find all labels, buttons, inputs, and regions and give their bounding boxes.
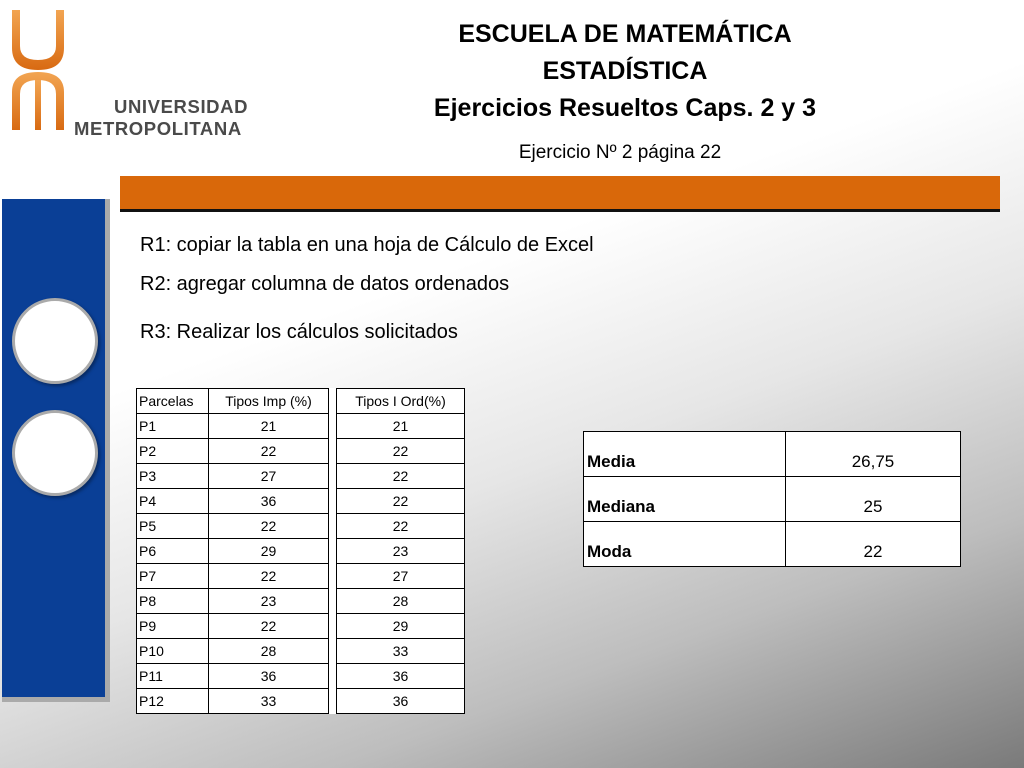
- table-row: [137, 414, 465, 439]
- tipos-ord-cell: 28: [337, 589, 465, 614]
- logo-line-1: UNIVERSIDAD: [114, 96, 249, 117]
- tipos-ord-cell: 22: [337, 514, 465, 539]
- data-table: [136, 388, 465, 714]
- stat-value: 25: [786, 477, 961, 522]
- stat-label: Mediana: [584, 477, 786, 522]
- tipos-imp-cell: 28: [209, 639, 329, 664]
- instruction-r3: R3: Realizar los cálculos solicitados: [140, 321, 458, 343]
- table-row: [137, 539, 465, 564]
- band-divider: [120, 209, 1000, 212]
- parcela-cell: P12: [137, 689, 209, 714]
- tipos-imp-cell: 21: [209, 414, 329, 439]
- parcela-cell: P9: [137, 614, 209, 639]
- parcela-cell: P5: [137, 514, 209, 539]
- table-header-row: [137, 389, 465, 414]
- parcela-cell: P3: [137, 464, 209, 489]
- table-row: [137, 639, 465, 664]
- table-row: [137, 489, 465, 514]
- tipos-imp-cell: 33: [209, 689, 329, 714]
- parcela-cell: P6: [137, 539, 209, 564]
- tipos-imp-cell: 22: [209, 439, 329, 464]
- university-logo: [6, 8, 249, 139]
- logo-line-2: METROPOLITANA: [74, 117, 242, 139]
- tipos-ord-cell: 29: [337, 614, 465, 639]
- title-line-3: Ejercicios Resueltos Caps. 2 y 3: [433, 94, 817, 122]
- parcela-cell: P8: [137, 589, 209, 614]
- circle-decoration: [12, 298, 98, 384]
- logo-text: [74, 98, 248, 138]
- tipos-imp-cell: 23: [209, 589, 329, 614]
- exercise-subtitle: Ejercicio Nº 2 página 22: [518, 142, 722, 163]
- tipos-ord-cell: 33: [337, 639, 465, 664]
- table-row: [137, 664, 465, 689]
- parcela-cell: P11: [137, 664, 209, 689]
- tipos-imp-cell: 22: [209, 514, 329, 539]
- header-tipos-imp: Tipos Imp (%): [209, 389, 329, 414]
- title-line-2: ESTADÍSTICA: [542, 57, 708, 85]
- table-row: [137, 589, 465, 614]
- parcela-cell: P2: [137, 439, 209, 464]
- parcela-cell: P7: [137, 564, 209, 589]
- instruction-r2: R2: agregar columna de datos ordenados: [140, 273, 510, 295]
- stat-label: Media: [584, 432, 786, 477]
- title-line-1: ESCUELA DE MATEMÁTICA: [458, 20, 792, 48]
- parcela-cell: P1: [137, 414, 209, 439]
- tipos-imp-cell: 22: [209, 614, 329, 639]
- table-row: [137, 614, 465, 639]
- stat-label: Moda: [584, 522, 786, 567]
- instruction-r1: R1: copiar la tabla en una hoja de Cálculo de Excel: [140, 234, 594, 256]
- parcela-cell: P10: [137, 639, 209, 664]
- tipos-ord-cell: 36: [337, 689, 465, 714]
- table-row: [137, 439, 465, 464]
- tipos-imp-cell: 36: [209, 489, 329, 514]
- table-row: [137, 689, 465, 714]
- stats-row: [584, 432, 961, 477]
- tipos-ord-cell: 22: [337, 464, 465, 489]
- tipos-imp-cell: 22: [209, 564, 329, 589]
- orange-band: [120, 176, 1000, 210]
- stats-row: [584, 477, 961, 522]
- header-parcelas: Parcelas: [137, 389, 209, 414]
- circle-decoration: [12, 410, 98, 496]
- tipos-imp-cell: 36: [209, 664, 329, 689]
- table-row: [137, 464, 465, 489]
- tipos-ord-cell: 22: [337, 489, 465, 514]
- stat-value: 26,75: [786, 432, 961, 477]
- parcela-cell: P4: [137, 489, 209, 514]
- tipos-imp-cell: 27: [209, 464, 329, 489]
- header-tipos-ord: Tipos I Ord(%): [337, 389, 465, 414]
- table-row: [137, 564, 465, 589]
- tipos-ord-cell: 27: [337, 564, 465, 589]
- stats-table: [583, 431, 961, 567]
- tipos-ord-cell: 21: [337, 414, 465, 439]
- tipos-imp-cell: 29: [209, 539, 329, 564]
- tipos-ord-cell: 36: [337, 664, 465, 689]
- stats-row: [584, 522, 961, 567]
- stat-value: 22: [786, 522, 961, 567]
- tipos-ord-cell: 22: [337, 439, 465, 464]
- table-row: [137, 514, 465, 539]
- logo-mark-icon: [6, 8, 70, 133]
- tipos-ord-cell: 23: [337, 539, 465, 564]
